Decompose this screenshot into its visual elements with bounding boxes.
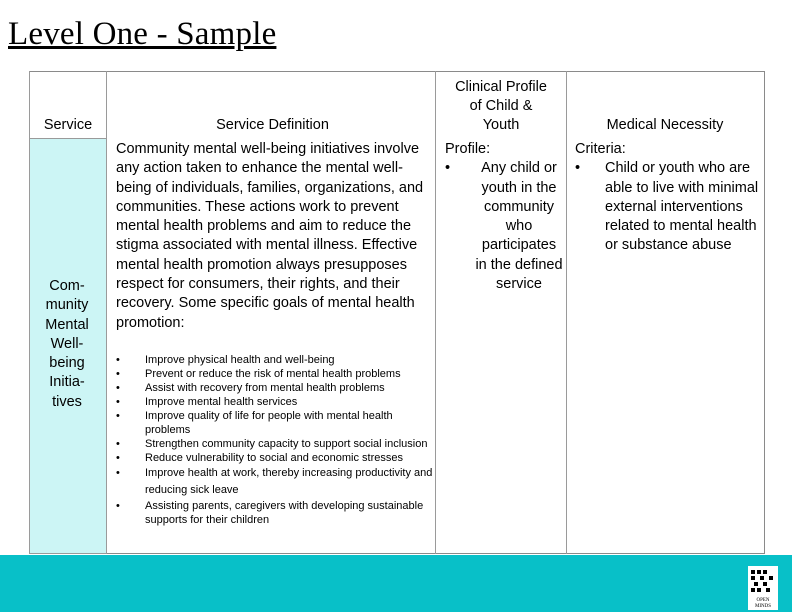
logo-text: MINDS	[754, 604, 772, 609]
medical-necessity-cell	[575, 140, 760, 256]
header-clinical-profile: Clinical Profile of Child & Youth	[455, 79, 547, 133]
list-item: • Assisting parents, caregivers with developing sustainable supports for their children	[116, 500, 424, 526]
footer-bar	[0, 555, 792, 612]
clinical-profile-text: Any child or youth in the community who participates in the defined service	[475, 160, 563, 293]
clinical-profile-label: Profile:	[445, 141, 491, 157]
list-item: • Reduce vulnerability to social and economic stresses	[116, 452, 404, 464]
definition-paragraph: Community mental well-being initiatives involve any action taken to enhance the mental well-being of individuals, families, organizations, and communities. These actions work to prevent mental health problems and aim to reduce the stigma associated with mental illness. Effective mental health promotion always presupposes respect for consumers, their rights, and their recovery. Some specific goals of mental health promotion:	[116, 141, 424, 331]
open-minds-logo	[748, 566, 778, 610]
header-medical-necessity: Medical Necessity	[606, 117, 724, 133]
service-name: Com- munity Mental Well- being Initia- tives	[45, 278, 89, 410]
list-item: • Improve quality of life for people with mental health problems	[116, 410, 393, 436]
medical-criteria-text: Child or youth who are able to live with minimal external interventions related to mental health or substance abuse	[605, 160, 759, 254]
page-title: Level One - Sample	[8, 16, 277, 52]
header-service: Service	[43, 117, 93, 133]
list-item: • Child or youth who are able to live with minimal external interventions related to mental health or substance abuse	[575, 159, 760, 255]
header-definition: Service Definition	[216, 117, 329, 133]
list-item: • Strengthen community capacity to support social inclusion	[116, 438, 428, 450]
list-item: • Assist with recovery from mental health problems	[116, 382, 385, 394]
medical-criteria-label: Criteria:	[575, 141, 626, 157]
definition-goals-list	[116, 353, 434, 527]
list-item: • Any child or youth in the community who participates in the defined service	[445, 159, 567, 294]
list-item: • Prevent or reduce the risk of mental health problems	[116, 368, 401, 380]
list-item: • Improve mental health services	[116, 396, 298, 408]
list-item: • Improve health at work, thereby increasing productivity and reducing sick leave	[116, 467, 433, 496]
logo-text: OPEN	[756, 598, 770, 603]
list-item: • Improve physical health and well-being	[116, 354, 335, 366]
clinical-profile-cell	[445, 140, 567, 294]
